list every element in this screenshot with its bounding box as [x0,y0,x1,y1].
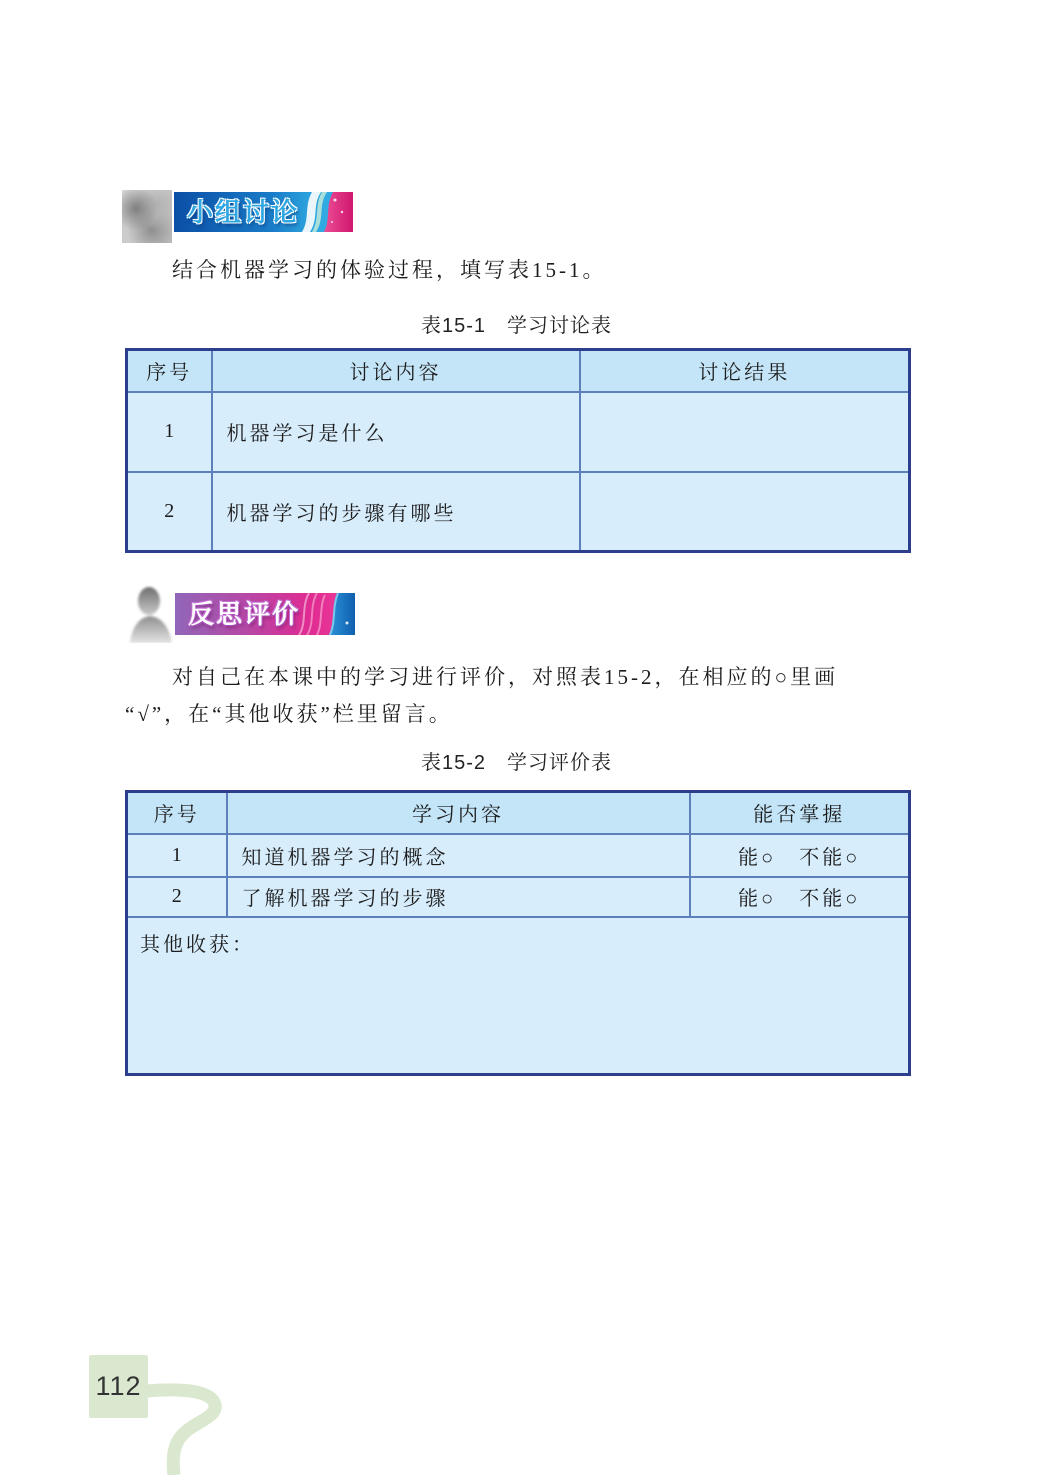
other-gains-cell: 其他收获： [127,917,910,1075]
intro-line: 结合机器学习的体验过程，填写表15-1。 [172,258,607,282]
table-15-1-caption: 表15-1 学习讨论表 [420,315,613,337]
col-header-content: 学习内容 [227,792,690,834]
table-row [127,392,910,472]
discussion-table [125,348,911,553]
col-header-result: 讨论结果 [580,350,910,392]
row-number: 2 [127,472,212,552]
evaluation-table [125,790,911,1076]
row-number: 1 [127,392,212,472]
banner-title: 小组讨论 [187,197,300,227]
row-content: 知道机器学习的概念 [227,834,690,877]
col-header-mastery: 能否掌握 [690,792,910,834]
row-number: 1 [127,834,227,877]
row-number: 2 [127,877,227,917]
col-header-no: 序号 [127,350,212,392]
table-footer-row [127,917,910,1075]
row-content: 了解机器学习的步骤 [227,877,690,917]
table-row [127,472,910,552]
row-content: 机器学习是什么 [212,392,580,472]
result-cell-empty [580,472,910,552]
col-header-no: 序号 [127,792,227,834]
decorative-squiggle [140,1378,230,1475]
table-15-2-caption: 表15-2 学习评价表 [420,752,613,774]
banner-title: 反思评价 [188,599,301,629]
reflection-intro-paragraph [125,659,915,733]
table-row [127,834,910,877]
result-cell-empty [580,392,910,472]
discussion-intro-paragraph [125,252,915,289]
table-row [127,877,910,917]
intro-line: 对自己在本课中的学习进行评价，对照表15-2，在相应的○里画 [172,665,839,689]
blurred-photo-icon [122,190,172,243]
group-discussion-banner [174,192,353,232]
mastery-options: 能○ 不能○ [690,877,910,917]
page-number-tab: 112 [89,1355,148,1418]
reflection-evaluation-banner [175,593,355,635]
person-silhouette-icon [128,585,174,643]
mastery-options: 能○ 不能○ [690,834,910,877]
row-content: 机器学习的步骤有哪些 [212,472,580,552]
intro-line: “√”，在“其他收获”栏里留言。 [125,702,453,726]
col-header-content: 讨论内容 [212,350,580,392]
